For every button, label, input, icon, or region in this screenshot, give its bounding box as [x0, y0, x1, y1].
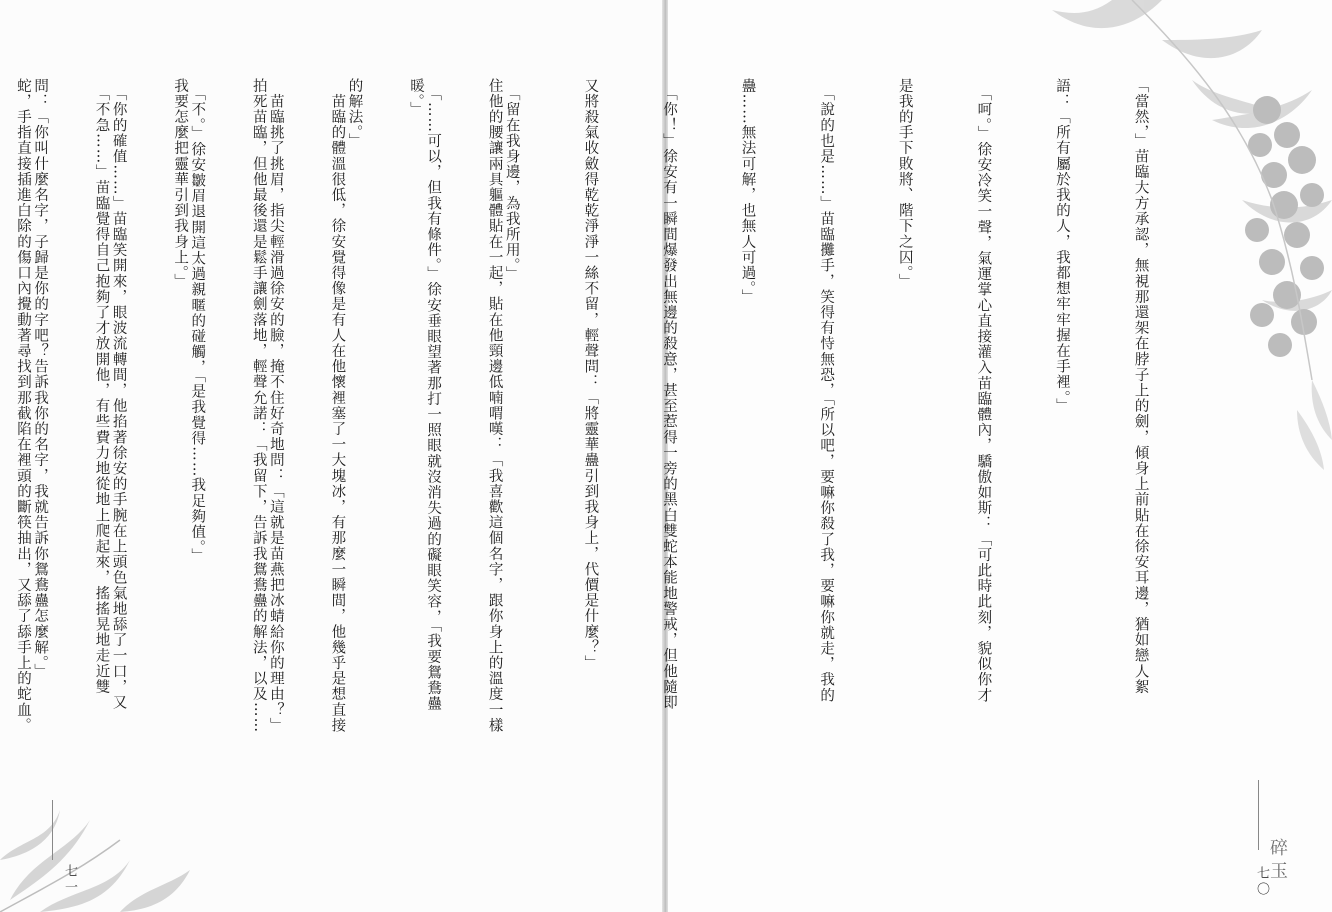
text-line: 「留在我身邊，為我所用。」 — [503, 78, 520, 282]
right-margin-rule — [1258, 780, 1259, 850]
text-line: 「呵。」徐安冷笑一聲，氣運掌心直接灌入苗臨體內，驕傲如斯：「可此時此刻，貌似你才 — [975, 78, 992, 704]
text-line: 住他的腰讓兩具軀體貼在一起，貼在他頸邊低喃喟嘆：「我喜歡這個名字，跟你身上的溫度一樣 — [486, 78, 503, 734]
text-line: 的解法。」 — [346, 78, 363, 149]
running-title: 碎玉 — [1267, 838, 1288, 884]
text-line: 問：「你叫什麼名字，子歸是你的字吧？告訴我你的名字，我就告訴你鴛鴦蠱怎麼解。」 — [32, 78, 49, 680]
left-page-number: 七一 — [62, 864, 77, 896]
text-line: 「不。」徐安皺眉退開這太過親暱的碰觸，「是我覺得……我足夠值。」 — [189, 78, 206, 564]
text-line: 蠱……無法可解，也無人可過。」 — [739, 78, 756, 305]
text-line: 語：「所有屬於我的人，我都想牢牢握在手裡。」 — [1053, 78, 1070, 414]
text-line: 拍死苗臨，但他最後還是鬆手讓劍落地，輕聲允諾：「我留下，告訴我鴛鴦蠱的解法，以及…… — [250, 78, 267, 734]
right-page-number: 七〇 — [1254, 866, 1269, 898]
text-line: 苗臨挑了挑眉，指尖輕滑過徐安的臉，掩不住好奇地問：「這就是苗燕把冰蜻給你的理由？」 — [267, 78, 284, 734]
text-line: 是我的手下敗將、階下之囚。」 — [896, 78, 913, 290]
text-line: 「你的確值……」苗臨笑開來，眼波流轉間，他掐著徐安的手腕在上頭色氣地舔了一口，又 — [110, 78, 127, 711]
text-line: 「不急……」苗臨覺得自己抱夠了才放開他，有些費力地從地上爬起來，搖搖晃地走近雙 — [93, 78, 110, 695]
text-line: 暖。」 — [407, 78, 424, 118]
right-page-text — [0, 78, 1206, 838]
text-line: 苗臨的體溫很低，徐安覺得像是有人在他懷裡塞了一大塊冰，有那麼一瞬間，他幾乎是想直接 — [329, 78, 346, 734]
text-line: 「……可以，但我有條件。」徐安垂眼望著那打一照眼就沒消失過的礙眼笑容，「我要鴛鴦蠱 — [425, 78, 442, 712]
text-line: 我要怎麼把靈華引到我身上。」 — [172, 78, 189, 290]
text-line: 「你！」徐安有一瞬間爆發出無邊的殺意，甚至惹得一旁的黑白雙蛇本能地警戒，但他隨即 — [660, 78, 677, 711]
text-line: 「說的也是……」苗臨攤手，笑得有恃無恐，「所以吧，要嘛你殺了我，要嘛你就走，我的 — [818, 78, 835, 704]
text-line: 又將殺氣收斂得乾乾淨淨一絲不留，輕聲問：「將靈華蠱引到我身上，代價是什麼？」 — [582, 78, 599, 671]
text-line: 蛇，手指直接插進白除的傷口內攪動著尋找到那截陷在裡頭的斷筷抽出，又舔了舔手上的蛇血。 — [14, 78, 31, 734]
text-line: 「當然，」苗臨大方承認，無視那還架在脖子上的劍，傾身上前貼在徐安耳邊，猶如戀人絮 — [1132, 78, 1149, 695]
